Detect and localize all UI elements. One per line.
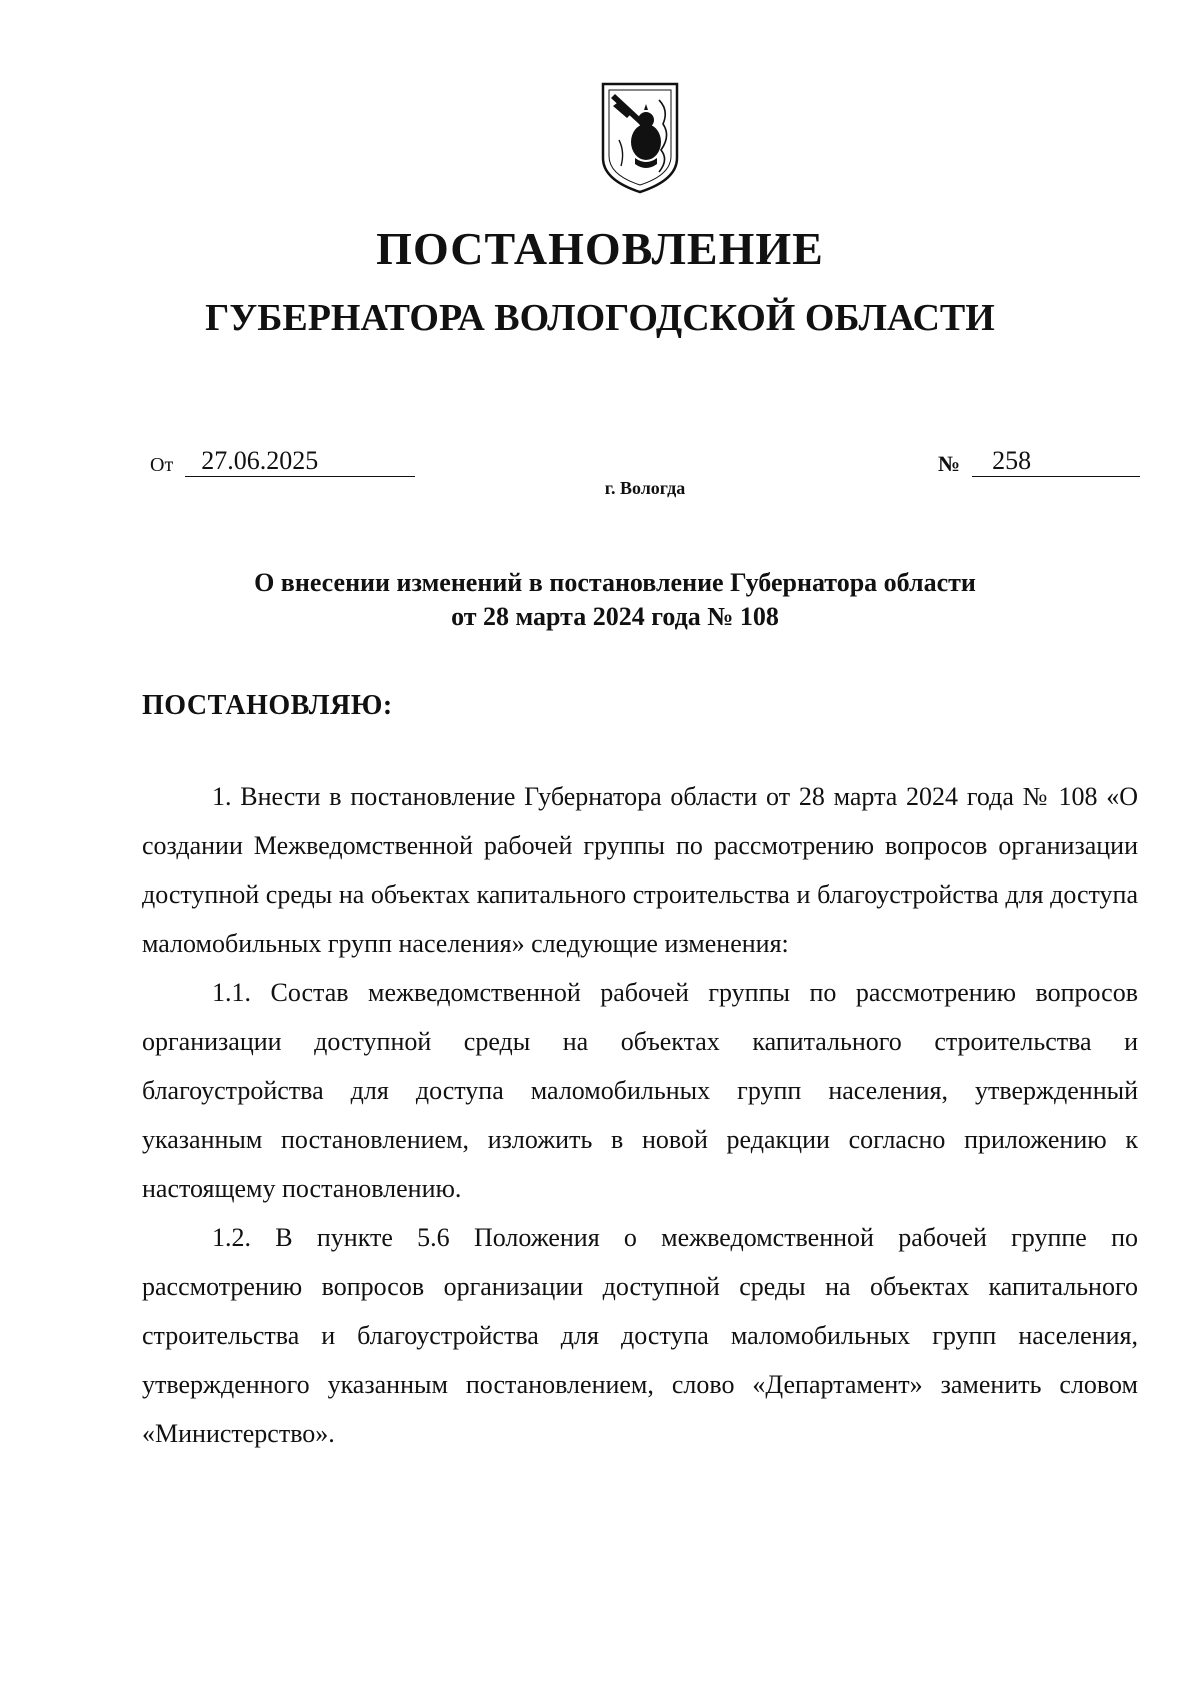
number-prefix: № [938,451,961,476]
number-field [938,446,1140,477]
resolve-heading: ПОСТАНОВЛЯЮ: [142,690,393,721]
document-subject [0,566,1200,634]
number-value: 258 [972,446,1140,477]
document-title: ПОСТАНОВЛЕНИЕ [376,223,824,274]
date-value: 27.06.2025 [185,446,415,477]
date-prefix: От [150,454,174,476]
subject-line-1: О внесении изменений в постановление Губернатора области [254,568,976,597]
paragraph-1-2: 1.2. В пункте 5.6 Положения о межведомственной рабочей группе по рассмотрению вопросов организации доступной среды на объектах капитального строительства и благоустройства для доступа маломобильных групп населения, утвержденного указанным постановлением, слово «Департамент» заменить словом «Министерство». [142,1223,1138,1448]
document-body [142,772,1138,1458]
subject-line-2: от 28 марта 2024 года № 108 [451,602,779,631]
city-label: г. Вологда [604,478,686,498]
paragraph-1: 1. Внести в постановление Губернатора области от 28 марта 2024 года № 108 «О создании Межведомственной рабочей группы по рассмотрению вопросов организации доступной среды на объектах капитального строительства и благоустройства для доступа маломобильных групп населения» следующие изменения: [142,782,1138,958]
coat-of-arms-icon [599,80,681,196]
date-field [150,446,415,477]
paragraph-1-1: 1.1. Состав межведомственной рабочей группы по рассмотрению вопросов организации доступной среды на объектах капитального строительства и благоустройства для доступа маломобильных групп населения, утвержденный указанным постановлением, изложить в новой редакции согласно приложению к настоящему постановлению. [142,978,1138,1203]
document-issuer: ГУБЕРНАТОРА ВОЛОГОДСКОЙ ОБЛАСТИ [205,297,995,339]
